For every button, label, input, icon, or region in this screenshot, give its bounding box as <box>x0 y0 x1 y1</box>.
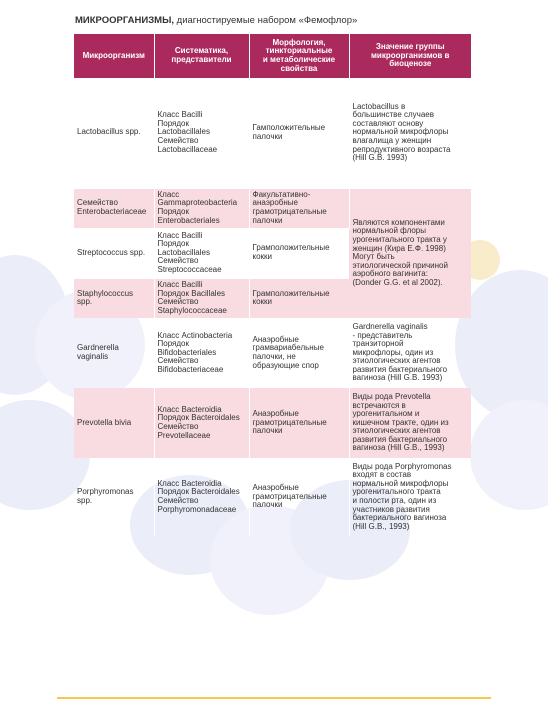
column-header-taxonomy: Систематика, представители <box>154 34 249 78</box>
table-header-row <box>74 34 471 78</box>
column-header-morphology: Морфология, тинкториальные и метаболические свойства <box>249 34 349 78</box>
morphology-cell: Грамположительные кокки <box>249 228 349 278</box>
background-circle <box>470 400 548 510</box>
significance-cell: Gardnerella vaginalis - представитель транзиторной микрофлоры, один из этиологических агентов развития бактериального вагиноза (Hill G.B. 1993) <box>352 321 448 383</box>
organism-cell: Streptococcus spp. <box>74 228 154 278</box>
organism-cell: Семейство Enterobacteriaceae <box>74 188 154 228</box>
table-row <box>74 458 471 536</box>
significance-cell: Виды рода Porphyromonas входят в состав нормальной микрофлоры урогенитального тракта и полости рта, один из участников развития бактериального вагиноза (Hill G.B., 1993) <box>352 461 452 531</box>
taxonomy-cell: Класс Bacteroidia Порядок Bacteroidales Семейство Porphyromonadaceae <box>154 458 249 536</box>
morphology-cell: Анаэробные грамотрицательные палочки <box>249 458 349 536</box>
table-row <box>74 188 471 228</box>
table-row <box>74 318 471 388</box>
morphology-cell: Факультативно- анаэробные грамотрицательные палочки <box>249 188 349 228</box>
significance-cell: Lactobacillus в большинстве случаев составляют основу нормальной микрофлоры влагалища у женщин репродуктивного возраста (Hill G.B. 1993) <box>352 101 451 163</box>
morphology-cell: Грамположительные кокки <box>249 278 349 318</box>
page-title-bold: МИКРООРГАНИЗМЫ, <box>75 15 175 26</box>
taxonomy-cell: Класс Bacteroidia Порядок Bacteroidales Семейство Prevotellaceae <box>154 388 249 458</box>
page-title <box>75 15 357 26</box>
taxonomy-cell: Класс Bacilli Порядок Lactobacillales Семейство Streptococcaceae <box>154 228 249 278</box>
column-header-significance: Значение группы микроорганизмов в биоценозе <box>349 34 471 78</box>
organism-cell: Gardnerella vaginalis <box>74 318 154 388</box>
taxonomy-cell: Класс Bacilli Порядок Bacillales Семейство Staphylococcaceae <box>154 278 249 318</box>
significance-cell-merged: Являются компонентами нормальной флоры урогенитального тракта у женщин (Кира Е.Ф. 1998) Могут быть этиологической причиной аэробного вагинита: (Donder G.G. et al 2002). <box>349 188 471 318</box>
organism-cell: Staphylococcus spp. <box>74 278 154 318</box>
morphology-cell: Анаэробные грамотрицательные палочки <box>249 388 349 458</box>
footer-accent-line <box>57 697 491 699</box>
morphology-cell: Анаэробные грамвариабельные палочки, не образующие спор <box>249 318 349 388</box>
taxonomy-cell: Класс Gammaproteobacteria Порядок Enterobacteriales <box>154 188 249 228</box>
significance-cell: Виды рода Prevotella встречаются в урогенитальном и кишечном тракте, один из этиологических агентов развития бактериального вагиноза (Hill G.B., 1993) <box>349 388 471 458</box>
table-row <box>74 78 471 188</box>
morphology-cell: Гамположительные палочки <box>249 78 349 188</box>
column-header-organism: Микроорганизм <box>74 34 154 78</box>
organism-cell: Porphyromonas spp. <box>74 458 154 536</box>
organism-cell: Lactobacillus spp. <box>74 78 154 188</box>
taxonomy-cell: Класс Bacilli Порядок Lactobacillales Семейство Lactobacillaceae <box>154 78 249 188</box>
table-row <box>74 388 471 458</box>
page-title-rest: диагностируемые набором «Фемофлор» <box>174 15 358 26</box>
organism-cell: Prevotella bivia <box>74 388 154 458</box>
microorganisms-table <box>74 34 471 536</box>
taxonomy-cell: Класс Actinobacteria Порядок Bifidobacteriales Семейство Bifidobacteriaceae <box>154 318 249 388</box>
